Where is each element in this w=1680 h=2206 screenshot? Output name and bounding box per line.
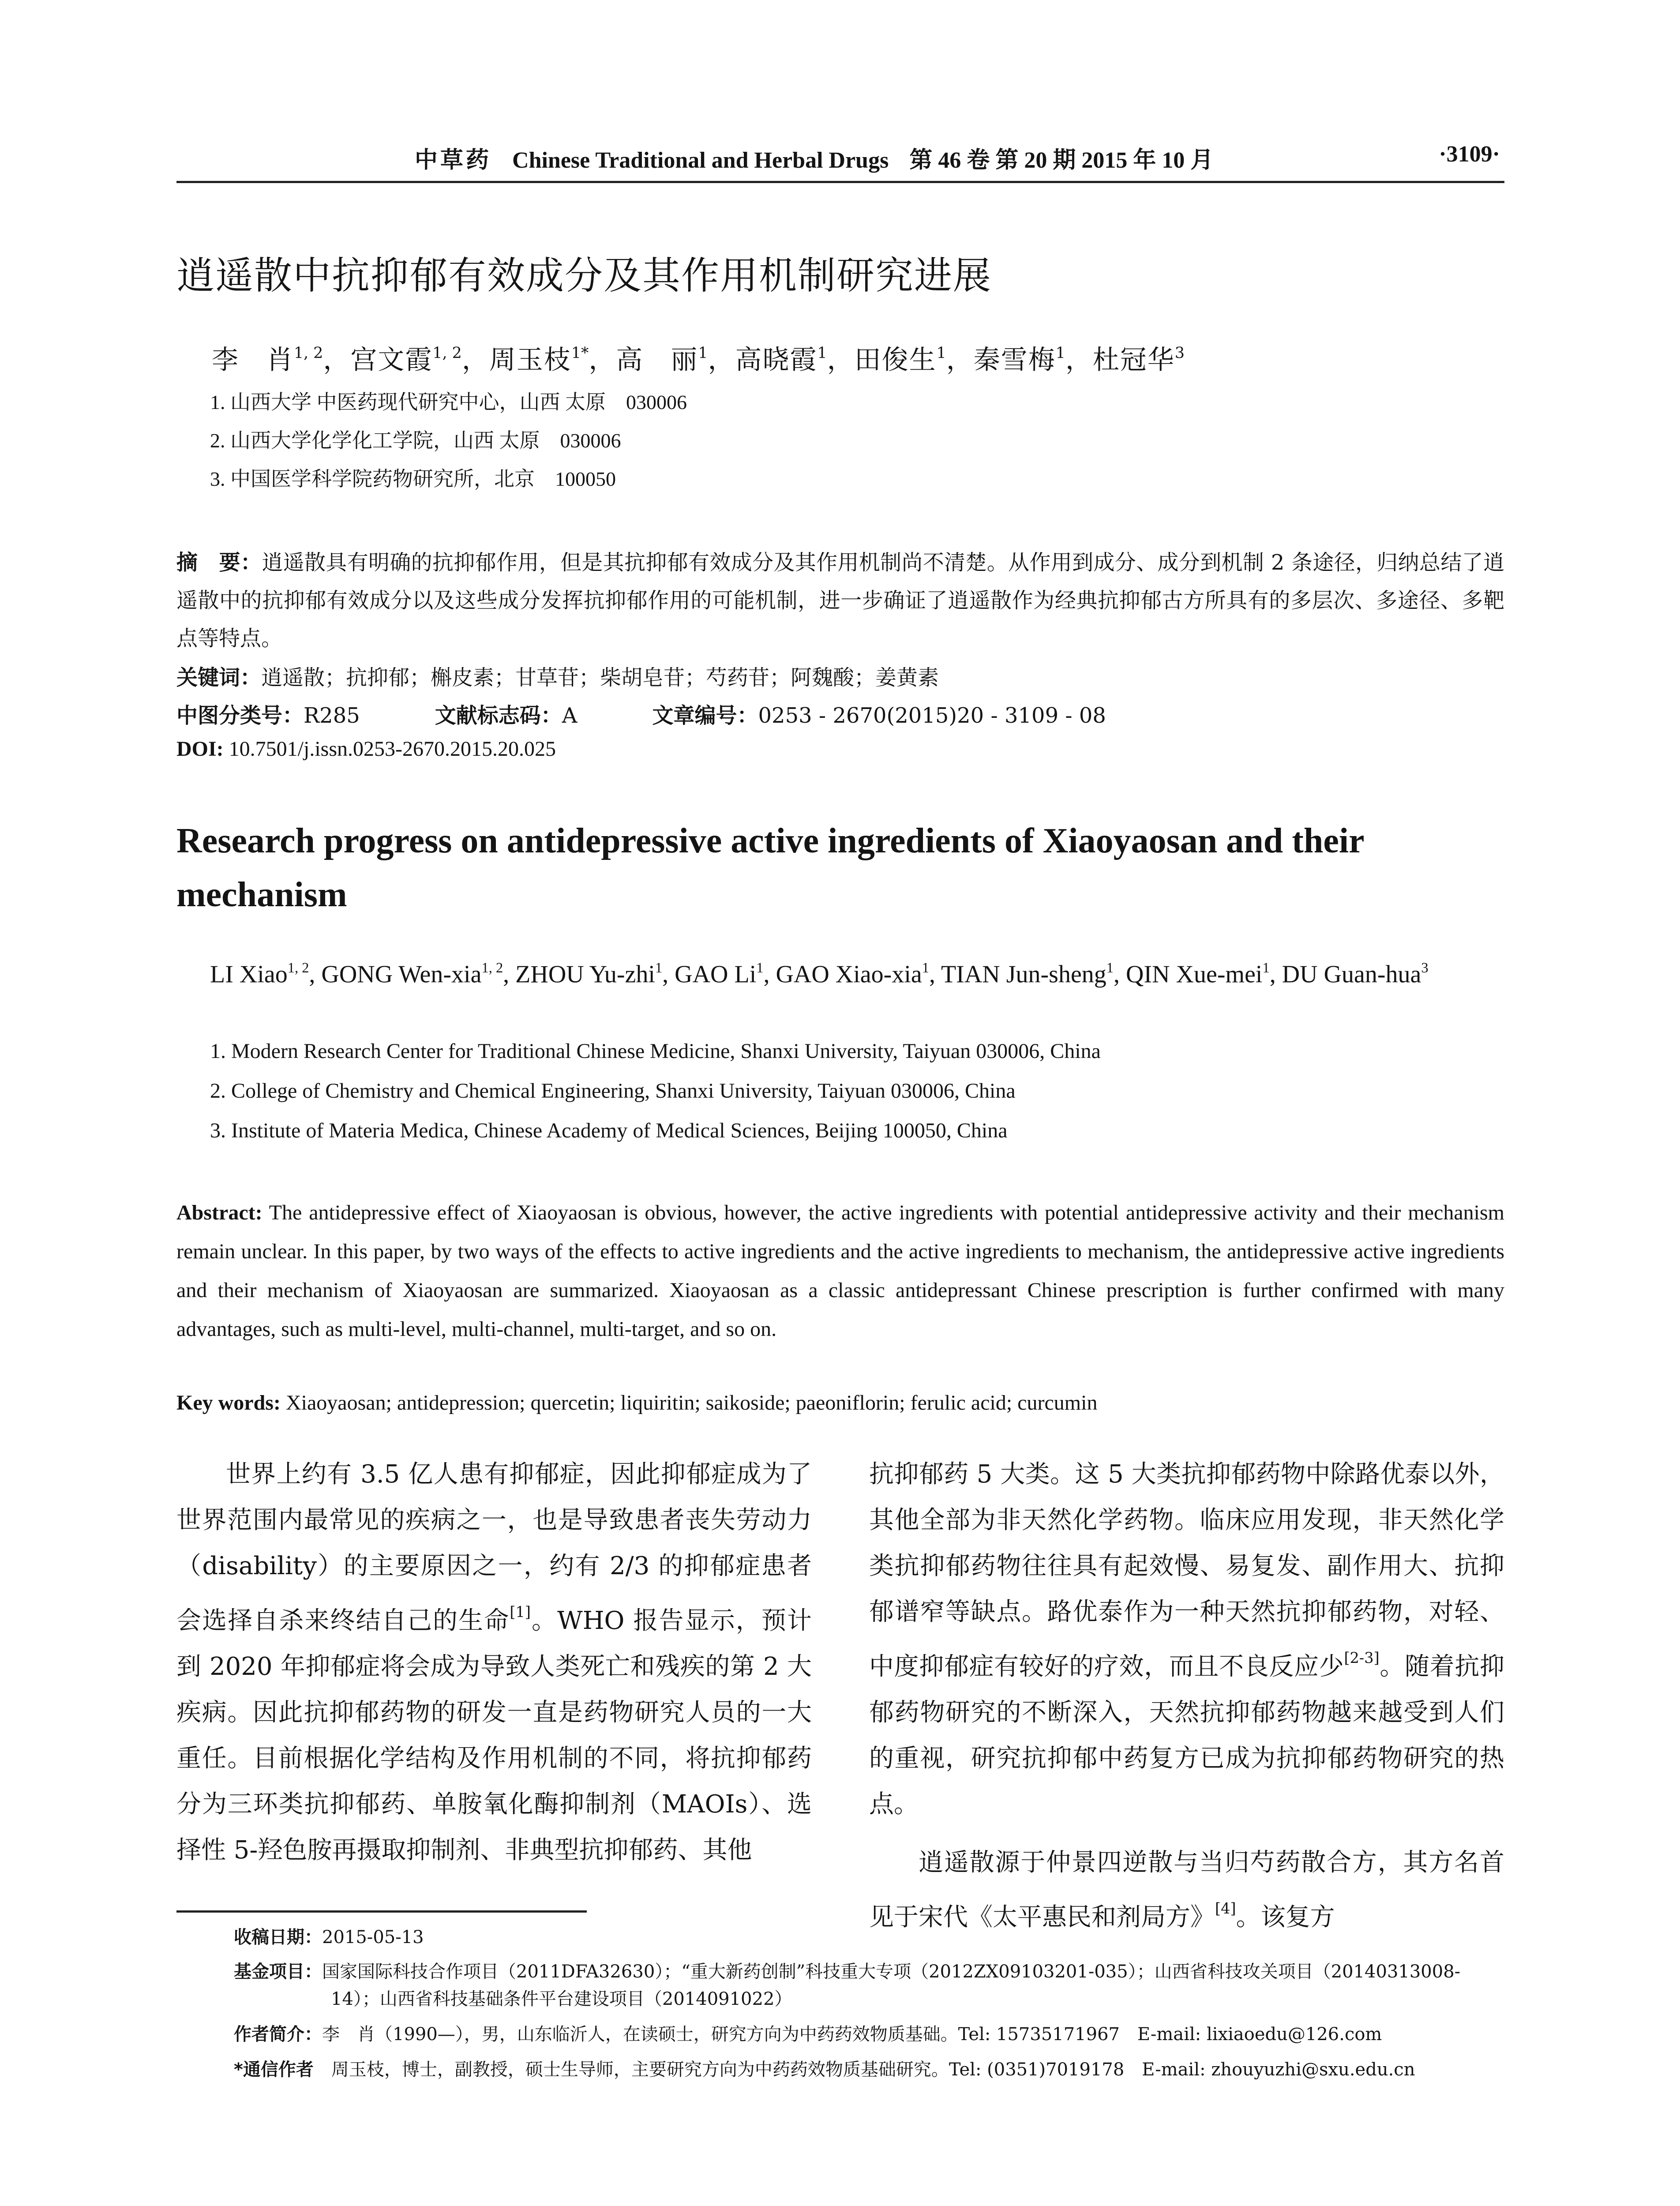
fund-line-1: 国家国际科技合作项目（2011DFA32630）；“重大新药创制”科技重大专项（2012ZX09103201-035）；山西省科技攻关项目（20140313008- bbox=[322, 1962, 1461, 1982]
affiliation-cn-1: 1. 山西大学 中医药现代研究中心，山西 太原 030006 bbox=[210, 391, 687, 413]
corr-value: 周玉枝，博士，副教授，硕士生导师，主要研究方向为中药药效物质基础研究。Tel: (0351)7019178 E-mail: zhouyuzhi@sxu.edu.cn bbox=[331, 2060, 1415, 2080]
author-en-affil-marker: 1 bbox=[756, 960, 764, 976]
article-no-label: 文章编号： bbox=[652, 703, 758, 728]
keywords-cn bbox=[176, 660, 939, 691]
keywords-cn-text: 逍遥散；抗抑郁；槲皮素；甘草苷；柴胡皂苷；芍药苷；阿魏酸；姜黄素 bbox=[261, 665, 939, 690]
citation-ref: [2-3] bbox=[1344, 1649, 1380, 1666]
footnote-funding bbox=[234, 1958, 1509, 2013]
title-cn: 逍遥散中抗抑郁有效成分及其作用机制研究进展 bbox=[176, 254, 992, 298]
footnote-author bbox=[234, 2021, 1509, 2048]
abstract-cn bbox=[176, 544, 1504, 657]
abstract-en-text: The antidepressive effect of Xiaoyaosan is obvious, however, the active ingredients with potential antidepressive activity and their mechanism remain unclear. In this paper, by two ways of the effects to active ingredients and the active ingredients to mechanism, the antidepressive active ingredients and their mechanism of Xiaoyaosan are summarized. Xiaoyaosan as a classic antidepressant Chinese prescription is further confirmed with many advantages, such as multi-level, multi-channel, multi-target, and so on. bbox=[176, 1201, 1504, 1341]
title-en: Research progress on antidepressive active ingredients of Xiaoyaosan and their mechanism bbox=[176, 822, 1364, 914]
footnote-divider bbox=[176, 1910, 587, 1913]
author-cn-affil-marker: 1 bbox=[817, 344, 827, 362]
author-en-separator: , bbox=[662, 960, 675, 988]
author-cn-affil-marker: 1 bbox=[936, 344, 946, 362]
author-en-separator: , bbox=[503, 960, 516, 988]
fund-line-2: 14）；山西省科技基础条件平台建设项目（2014091022） bbox=[331, 1989, 792, 2009]
corr-label: *通信作者 bbox=[234, 2060, 314, 2080]
body-paragraph bbox=[176, 1452, 812, 1873]
doi-label: DOI: bbox=[176, 737, 224, 761]
author-en-name: DU Guan-hua bbox=[1282, 960, 1421, 988]
classification-line bbox=[176, 698, 1106, 729]
author-en-affil-marker: 1, 2 bbox=[481, 960, 503, 976]
affiliation-en-2: 2. College of Chemistry and Chemical Engineering, Shanxi University, Taiyuan 030006, China bbox=[210, 1079, 1016, 1103]
author-en-name: LI Xiao bbox=[210, 960, 288, 988]
doi-line bbox=[176, 737, 556, 761]
affiliation-cn-3: 3. 中国医学科学院药物研究所，北京 100050 bbox=[210, 468, 616, 490]
clc-value: R285 bbox=[304, 703, 360, 728]
abstract-cn-text: 逍遥散具有明确的抗抑郁作用，但是其抗抑郁有效成分及其作用机制尚不清楚。从作用到成分、成分到机制 2 条途径，归纳总结了逍遥散中的抗抑郁有效成分以及这些成分发挥抗抑郁作用的可能机制，进一步确证了逍遥散作为经典抗抑郁古方所具有的多层次、多途径、多靶点等特点。 bbox=[176, 550, 1504, 651]
author-cn-affil-marker: 1, 2 bbox=[294, 344, 323, 362]
author-cn-separator: ， bbox=[461, 345, 489, 375]
author-en-name: TIAN Jun-sheng bbox=[941, 960, 1106, 988]
author-cn-affil-marker: 3 bbox=[1174, 344, 1185, 362]
keywords-cn-label: 关键词： bbox=[176, 665, 262, 690]
authors-en bbox=[210, 948, 1507, 995]
doc-code-label: 文献标志码： bbox=[435, 703, 562, 728]
article-no-value: 0253 - 2670(2015)20 - 3109 - 08 bbox=[758, 703, 1106, 728]
author-en-name: GONG Wen-xia bbox=[321, 960, 482, 988]
author-cn-separator: ， bbox=[708, 345, 735, 375]
affiliation-en-1: 1. Modern Research Center for Traditional Chinese Medicine, Shanxi University, Taiyuan 030006, China bbox=[210, 1039, 1101, 1063]
author-cn-name: 秦雪梅 bbox=[973, 345, 1056, 375]
fund-label: 基金项目： bbox=[234, 1962, 322, 1982]
journal-info bbox=[415, 141, 1213, 174]
author-cn-name: 宫文霞 bbox=[350, 345, 433, 375]
body-paragraph bbox=[869, 1452, 1504, 1827]
author-en-affil-marker: 1 bbox=[922, 960, 929, 976]
author-en-separator: , bbox=[763, 960, 776, 988]
body-text: 。随着抗抑郁药物研究的不断深入，天然抗抑郁药物越来越受到人们的重视，研究抗抑郁中药复方已成为抗抑郁药物研究的热点。 bbox=[869, 1652, 1505, 1819]
author-en-affil-marker: 1 bbox=[1262, 960, 1270, 976]
body-text: 。该复方 bbox=[1236, 1902, 1335, 1932]
author-en-affil-marker: 1 bbox=[655, 960, 663, 976]
received-value: 2015-05-13 bbox=[322, 1927, 424, 1947]
page-number: ·3109· bbox=[1439, 142, 1500, 167]
author-en-name: ZHOU Yu-zhi bbox=[515, 960, 655, 988]
author-en-separator: , bbox=[929, 960, 941, 988]
affiliation-cn-2: 2. 山西大学化学化工学院，山西 太原 030006 bbox=[210, 429, 621, 452]
body-column-left bbox=[176, 1452, 812, 1873]
author-en-separator: , bbox=[1269, 960, 1282, 988]
running-header bbox=[176, 132, 1504, 183]
abstract-en-label: Abstract: bbox=[176, 1201, 262, 1224]
author-cn-separator: ， bbox=[1065, 345, 1093, 375]
journal-name-en: Chinese Traditional and Herbal Drugs bbox=[512, 148, 889, 173]
author-en-separator: , bbox=[1114, 960, 1126, 988]
keywords-en-label: Key words: bbox=[176, 1391, 281, 1414]
body-text: 逍遥散源于仲景四逆散与当归芍药散合方，其方名首见于宋代《太平惠民和剂局方》 bbox=[869, 1848, 1504, 1932]
received-label: 收稿日期： bbox=[234, 1927, 322, 1947]
authors-cn bbox=[212, 339, 1185, 377]
author-en-separator: , bbox=[309, 960, 322, 988]
author-cn-affil-marker: 1* bbox=[571, 344, 589, 362]
citation-ref: [1] bbox=[510, 1603, 531, 1621]
author-en-affil-marker: 3 bbox=[1421, 960, 1429, 976]
issue-info: 第 46 卷 第 20 期 2015 年 10 月 bbox=[909, 148, 1214, 173]
author-cn-name: 高 丽 bbox=[616, 345, 698, 375]
author-bio-value: 李 肖（1990—），男，山东临沂人，在读硕士，研究方向为中药药效物质基础。Tel: 15735171967 E-mail: lixiaoedu@126.com bbox=[322, 2024, 1382, 2045]
author-cn-name: 杜冠华 bbox=[1092, 345, 1175, 375]
author-cn-separator: ， bbox=[946, 345, 974, 375]
author-en-name: GAO Xiao-xia bbox=[776, 960, 922, 988]
author-cn-affil-marker: 1, 2 bbox=[432, 344, 462, 362]
author-cn-name: 周玉枝 bbox=[489, 345, 571, 375]
author-bio-label: 作者简介： bbox=[234, 2024, 322, 2045]
author-cn-name: 高晓霞 bbox=[735, 345, 818, 375]
author-cn-affil-marker: 1 bbox=[698, 344, 708, 362]
author-cn-separator: ， bbox=[589, 345, 616, 375]
citation-ref: [4] bbox=[1215, 1899, 1236, 1917]
clc-label: 中图分类号： bbox=[176, 703, 304, 728]
footnote-corresponding bbox=[234, 2056, 1509, 2083]
keywords-en-text: Xiaoyaosan; antidepression; quercetin; liquiritin; saikoside; paeoniflorin; ferulic acid; curcumin bbox=[285, 1391, 1098, 1414]
abstract-cn-label: 摘 要： bbox=[176, 550, 262, 575]
author-en-affil-marker: 1 bbox=[1106, 960, 1114, 976]
author-cn-affil-marker: 1 bbox=[1055, 344, 1065, 362]
journal-name-cn: 中草药 bbox=[415, 148, 492, 173]
body-text: 。WHO 报告显示，预计到 2020 年抑郁症将会成为导致人类死亡和残疾的第 2 大疾病。因此抗抑郁药物的研发一直是药物研究人员的一大重任。目前根据化学结构及作用机制的不同，将抗抑郁药分为三环类抗抑郁药、单胺氧化酶抑制剂（MAOIs）、选择性 5-羟色胺再摄取抑制剂、非典型抗抑郁药、其他 bbox=[176, 1606, 812, 1865]
footnote-received bbox=[234, 1924, 1509, 1951]
author-en-name: QIN Xue-mei bbox=[1126, 960, 1263, 988]
author-cn-name: 田俊生 bbox=[854, 345, 937, 375]
abstract-en bbox=[176, 1193, 1504, 1349]
body-text: 世界上约有 3.5 亿人患有抑郁症，因此抑郁症成为了世界范围内最常见的疾病之一，也是导致患者丧失劳动力（disability）的主要原因之一，约有 2/3 的抑郁症患者会选择自杀来终结自己的生命 bbox=[176, 1460, 812, 1635]
affiliation-en-3: 3. Institute of Materia Medica, Chinese Academy of Medical Sciences, Beijing 100050, China bbox=[210, 1119, 1008, 1142]
keywords-en bbox=[176, 1391, 1097, 1415]
body-column-right bbox=[869, 1452, 1504, 1940]
author-cn-separator: ， bbox=[827, 345, 855, 375]
author-cn-name: 李 肖 bbox=[212, 345, 294, 375]
author-cn-separator: ， bbox=[323, 345, 351, 375]
author-en-name: GAO Li bbox=[675, 960, 757, 988]
doi-value: 10.7501/j.issn.0253-2670.2015.20.025 bbox=[229, 737, 556, 761]
author-en-affil-marker: 1, 2 bbox=[287, 960, 309, 976]
body-text: 抗抑郁药 5 大类。这 5 大类抗抑郁药物中除路优泰以外，其他全部为非天然化学药物。临床应用发现，非天然化学类抗抑郁药物往往具有起效慢、易复发、副作用大、抗抑郁谱窄等缺点。路优泰作为一种天然抗抑郁药物，对轻、中度抑郁症有较好的疗效，而且不良反应少 bbox=[869, 1460, 1504, 1681]
doc-code-value: A bbox=[562, 703, 578, 728]
